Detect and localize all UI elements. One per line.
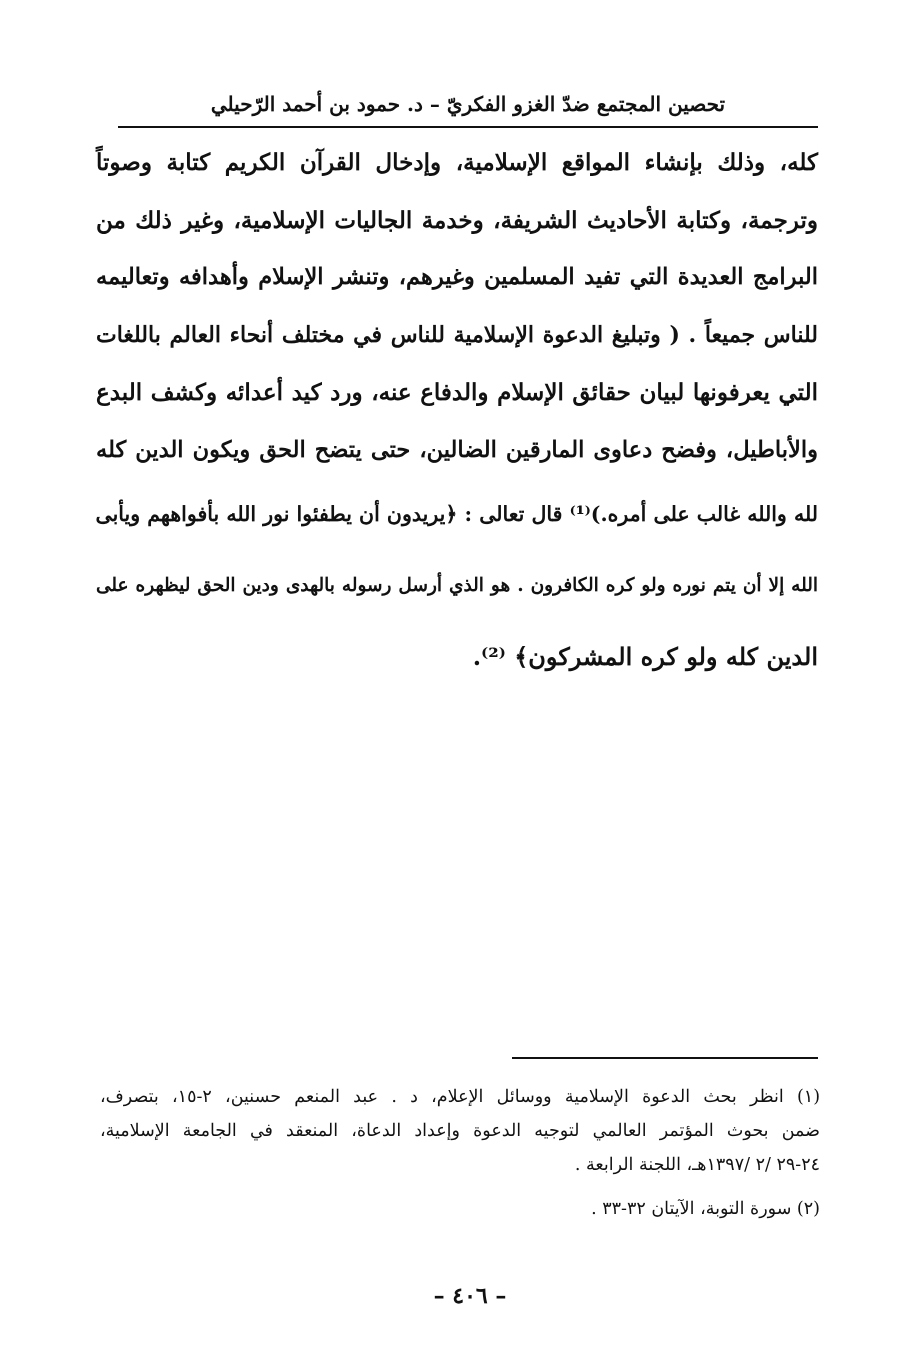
footnotes xyxy=(100,1080,820,1226)
header-rule xyxy=(118,126,818,128)
text-line: للناس جميعاً . ( وتبليغ الدعوة الإسلامية للناس في مختلف أنحاء العالم باللغات xyxy=(96,321,818,348)
running-header: تحصين المجتمع ضدّ الغزو الفكريّ – د. حمود بن أحمد الرّحيلي xyxy=(210,92,726,116)
footnote-line: ضمن بحوث المؤتمر العالمي لتوجيه الدعوة وإعداد الدعاة، المنعقد في الجامعة الإسلامية، xyxy=(100,1121,820,1141)
footnote-line: ٢٤-٢٩ /٢ /١٣٩٧هـ، اللجنة الرابعة . xyxy=(574,1155,820,1175)
footnote-separator xyxy=(512,1057,818,1059)
text-line: التي يعرفونها لبيان حقائق الإسلام والدفاع عنه، ورد كيد أعدائه وكشف البدع xyxy=(96,379,818,406)
text-line: والأباطيل، وفضح دعاوى المارقين الضالين، حتى يتضح الحق ويكون الدين كله xyxy=(96,436,818,463)
text-line: لله والله غالب على أمره.)⁽¹⁾ قال تعالى : ﴿يريدون أن يطفئوا نور الله بأفواههم ويأبى xyxy=(95,502,818,526)
text-line: كله، وذلك بإنشاء المواقع الإسلامية، وإدخال القرآن الكريم كتابة وصوتاً xyxy=(96,149,818,176)
footnote-line: (١) انظر بحث الدعوة الإسلامية ووسائل الإعلام، د . عبد المنعم حسنين، ٢-١٥، بتصرف، xyxy=(100,1087,821,1107)
text-line: الله إلا أن يتم نوره ولو كره الكافرون . هو الذي أرسل رسوله بالهدى ودين الحق ليظهره على xyxy=(96,575,818,596)
text-line: البرامج العديدة التي تفيد المسلمين وغيرهم، وتنشر الإسلام وأهدافه وتعاليمه xyxy=(96,264,818,290)
main-text xyxy=(96,134,818,692)
text-line: وترجمة، وكتابة الأحاديث الشريفة، وخدمة الجاليات الإسلامية، وغير ذلك من xyxy=(96,206,818,234)
page-number: – ٤٠٦ – xyxy=(433,1283,507,1309)
text-line: الدين كله ولو كره المشركون﴾ ⁽²⁾. xyxy=(472,642,818,671)
footnote-line: (٢) سورة التوبة، الآيتان ٣٢-٣٣ . xyxy=(591,1199,820,1219)
